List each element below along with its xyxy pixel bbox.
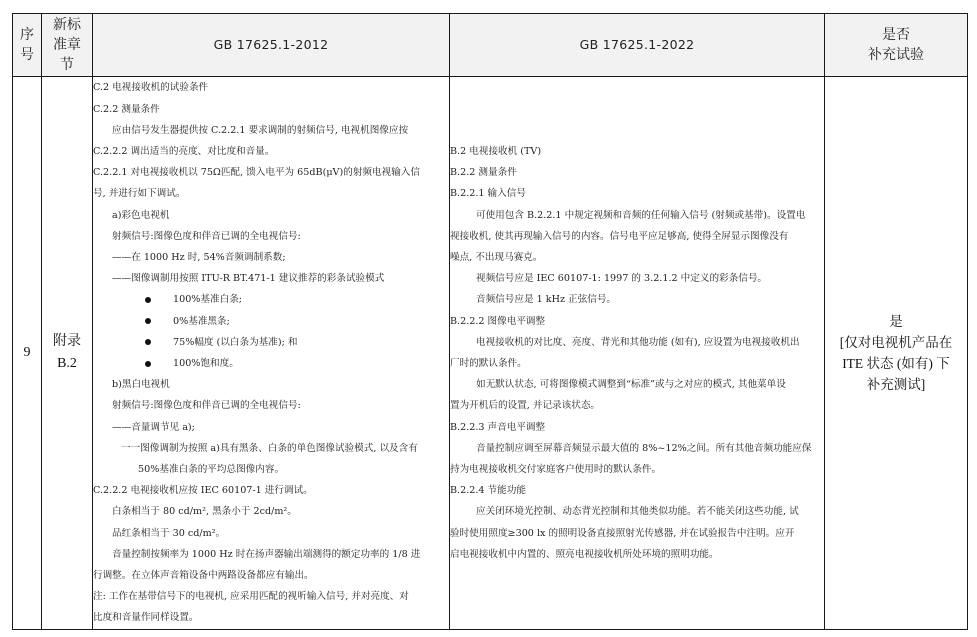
header-chapter xyxy=(42,14,93,77)
standard-comparison-table xyxy=(12,13,968,630)
bullet-icon xyxy=(145,318,151,324)
bullet-item: 0%基准黑条; xyxy=(93,311,449,332)
bullet-icon xyxy=(145,361,151,367)
text-line: ——在 1000 Hz 时, 54%音频调制系数; xyxy=(112,251,286,263)
text-line: b)黑白电视机 xyxy=(112,379,170,391)
supplement-line: [仅对电视机产品在 xyxy=(839,335,953,350)
text-line: 白条相当于 80 cd/m², 黑条小于 2cd/m²。 xyxy=(112,506,297,518)
row-seq: 9 xyxy=(23,345,31,360)
bullet-item: 75%幅度 (以白条为基准); 和 xyxy=(93,332,449,353)
header-new-standard xyxy=(450,14,825,77)
text-line: 验时使用照度≥300 lx 的照明设备直接照射光传感器, 并在试验报告中注明。应开 xyxy=(450,527,795,539)
text-line: 音量控制按频率为 1000 Hz 时在扬声器输出端测得的额定功率的 1/8 进 xyxy=(112,548,421,560)
text-line: B.2.2 测量条件 xyxy=(450,167,517,179)
supplement-text xyxy=(825,311,967,395)
text-line: a)彩色电视机 xyxy=(112,209,170,221)
row-chapter-cell xyxy=(42,77,93,630)
new-standard-text-cell xyxy=(450,77,825,630)
text-line: 可使用包含 B.2.2.1 中规定视频和音频的任何输入信号 (射频或基带)。设置电 xyxy=(476,209,806,221)
row-chapter-line2: B.2 xyxy=(57,356,77,371)
text-line: 如无默认状态, 可将图像模式调整到“标准”或与之对应的模式, 其他菜单设 xyxy=(476,379,786,391)
text-line: 视频信号应是 IEC 60107-1: 1997 的 3.2.1.2 中定义的彩条信号。 xyxy=(476,273,768,285)
text-line: C.2.2.2 调出适当的亮度、对比度和音量。 xyxy=(93,145,275,157)
header-seq-label: 序 号 xyxy=(20,27,34,63)
text-line: 50%基准白条的平均总图像内容。 xyxy=(138,464,285,476)
header-old-standard xyxy=(93,14,450,77)
new-standard-text xyxy=(450,141,824,565)
text-line: B.2.2.3 声音电平调整 xyxy=(450,421,546,433)
text-line: B.2.2.2 图像电平调整 xyxy=(450,315,546,327)
text-line: 品红条相当于 30 cd/m²。 xyxy=(112,527,226,539)
text-line: 射频信号:图像色度和伴音已调的全电视信号: xyxy=(112,230,301,242)
text-line: 射频信号:图像色度和伴音已调的全电视信号: xyxy=(112,400,301,412)
text-line: 行调整。在立体声音箱设备中两路设备都应有输出。 xyxy=(93,570,314,582)
text-line: 视接收机, 使其再现输入信号的内容。信号电平应足够高, 使得全屏显示图像没有 xyxy=(450,230,789,242)
text-line: 音频信号应是 1 kHz 正弦信号。 xyxy=(476,294,617,306)
header-supplement-label: 是否 补充试验 xyxy=(868,27,924,63)
header-seq xyxy=(13,14,42,77)
header-old-standard-label: GB 17625.1-2012 xyxy=(213,37,329,52)
text-line: C.2.2 测量条件 xyxy=(93,103,160,115)
bullet-item: 100%饱和度。 xyxy=(93,353,449,374)
supplement-line: 补充测试] xyxy=(866,377,926,392)
text-line: C.2.2.1 对电视接收机以 75Ω匹配, 馈入电平为 65dB(μV)的射频电视输入信 xyxy=(93,167,420,179)
text-line: 比度和音量作同样设置。 xyxy=(93,612,199,624)
text-line: C.2.2.2 电视接收机应按 IEC 60107-1 进行调试。 xyxy=(93,485,313,497)
row-seq-cell xyxy=(13,77,42,630)
text-line: 号, 并进行如下调试。 xyxy=(93,188,186,200)
table-row xyxy=(13,77,968,630)
text-line: B.2 电视接收机 (TV) xyxy=(450,145,542,157)
old-standard-text xyxy=(93,77,449,628)
old-standard-text-cell xyxy=(93,77,450,630)
text-line: 音量控制应调至屏幕音频显示最大值的 8%~12%之间。所有其他音频功能应保 xyxy=(476,442,812,454)
header-row xyxy=(13,14,968,77)
text-line: B.2.2.4 节能功能 xyxy=(450,485,526,497)
text-line: 置为开机后的设置, 并记录该状态。 xyxy=(450,400,601,412)
header-supplement xyxy=(825,14,968,77)
text-line: B.2.2.1 输入信号 xyxy=(450,188,526,200)
text-line: 应由信号发生器提供按 C.2.2.1 要求调制的射频信号, 电视机图像应按 xyxy=(112,124,409,136)
text-line: 噪点, 不出现马赛克。 xyxy=(450,251,543,263)
text-line: ——音量调节见 a); xyxy=(112,421,195,433)
bullet-icon xyxy=(145,297,151,303)
text-line: 应关闭环境光控制、动态背光控制和其他类似功能。若不能关闭这些功能, 试 xyxy=(476,506,799,518)
row-chapter-line1: 附录 xyxy=(53,334,81,349)
supplement-line: ITE 状态 (如有) 下 xyxy=(842,356,950,371)
text-line: 持为电视接收机交付家庭客户使用时的默认条件。 xyxy=(450,464,662,476)
bullet-icon xyxy=(145,339,151,345)
text-line: 电视接收机的对比度、亮度、背光和其他功能 (如有), 应设置为电视接收机出 xyxy=(476,336,800,348)
header-new-standard-label: GB 17625.1-2022 xyxy=(579,37,695,52)
bullet-item: 100%基准白条; xyxy=(93,289,449,310)
header-chapter-label: 新标 准章 节 xyxy=(53,17,81,73)
supplement-cell xyxy=(825,77,968,630)
text-line: 启电视接收机中内置的、照亮电视接收机所处环境的照明功能。 xyxy=(450,548,719,560)
text-line: 一一图像调制为按照 a)具有黑条、白条的单色图像试验模式, 以及含有 xyxy=(121,442,418,454)
supplement-line: 是 xyxy=(889,314,903,329)
text-line: C.2 电视接收机的试验条件 xyxy=(93,82,209,94)
text-line: 注: 工作在基带信号下的电视机, 应采用匹配的视听输入信号, 并对亮度、对 xyxy=(93,591,409,603)
text-line: ——图像调制用按照 ITU-R BT.471-1 建议推荐的彩条试验模式 xyxy=(112,273,385,285)
text-line: 厂时的默认条件。 xyxy=(450,358,527,369)
